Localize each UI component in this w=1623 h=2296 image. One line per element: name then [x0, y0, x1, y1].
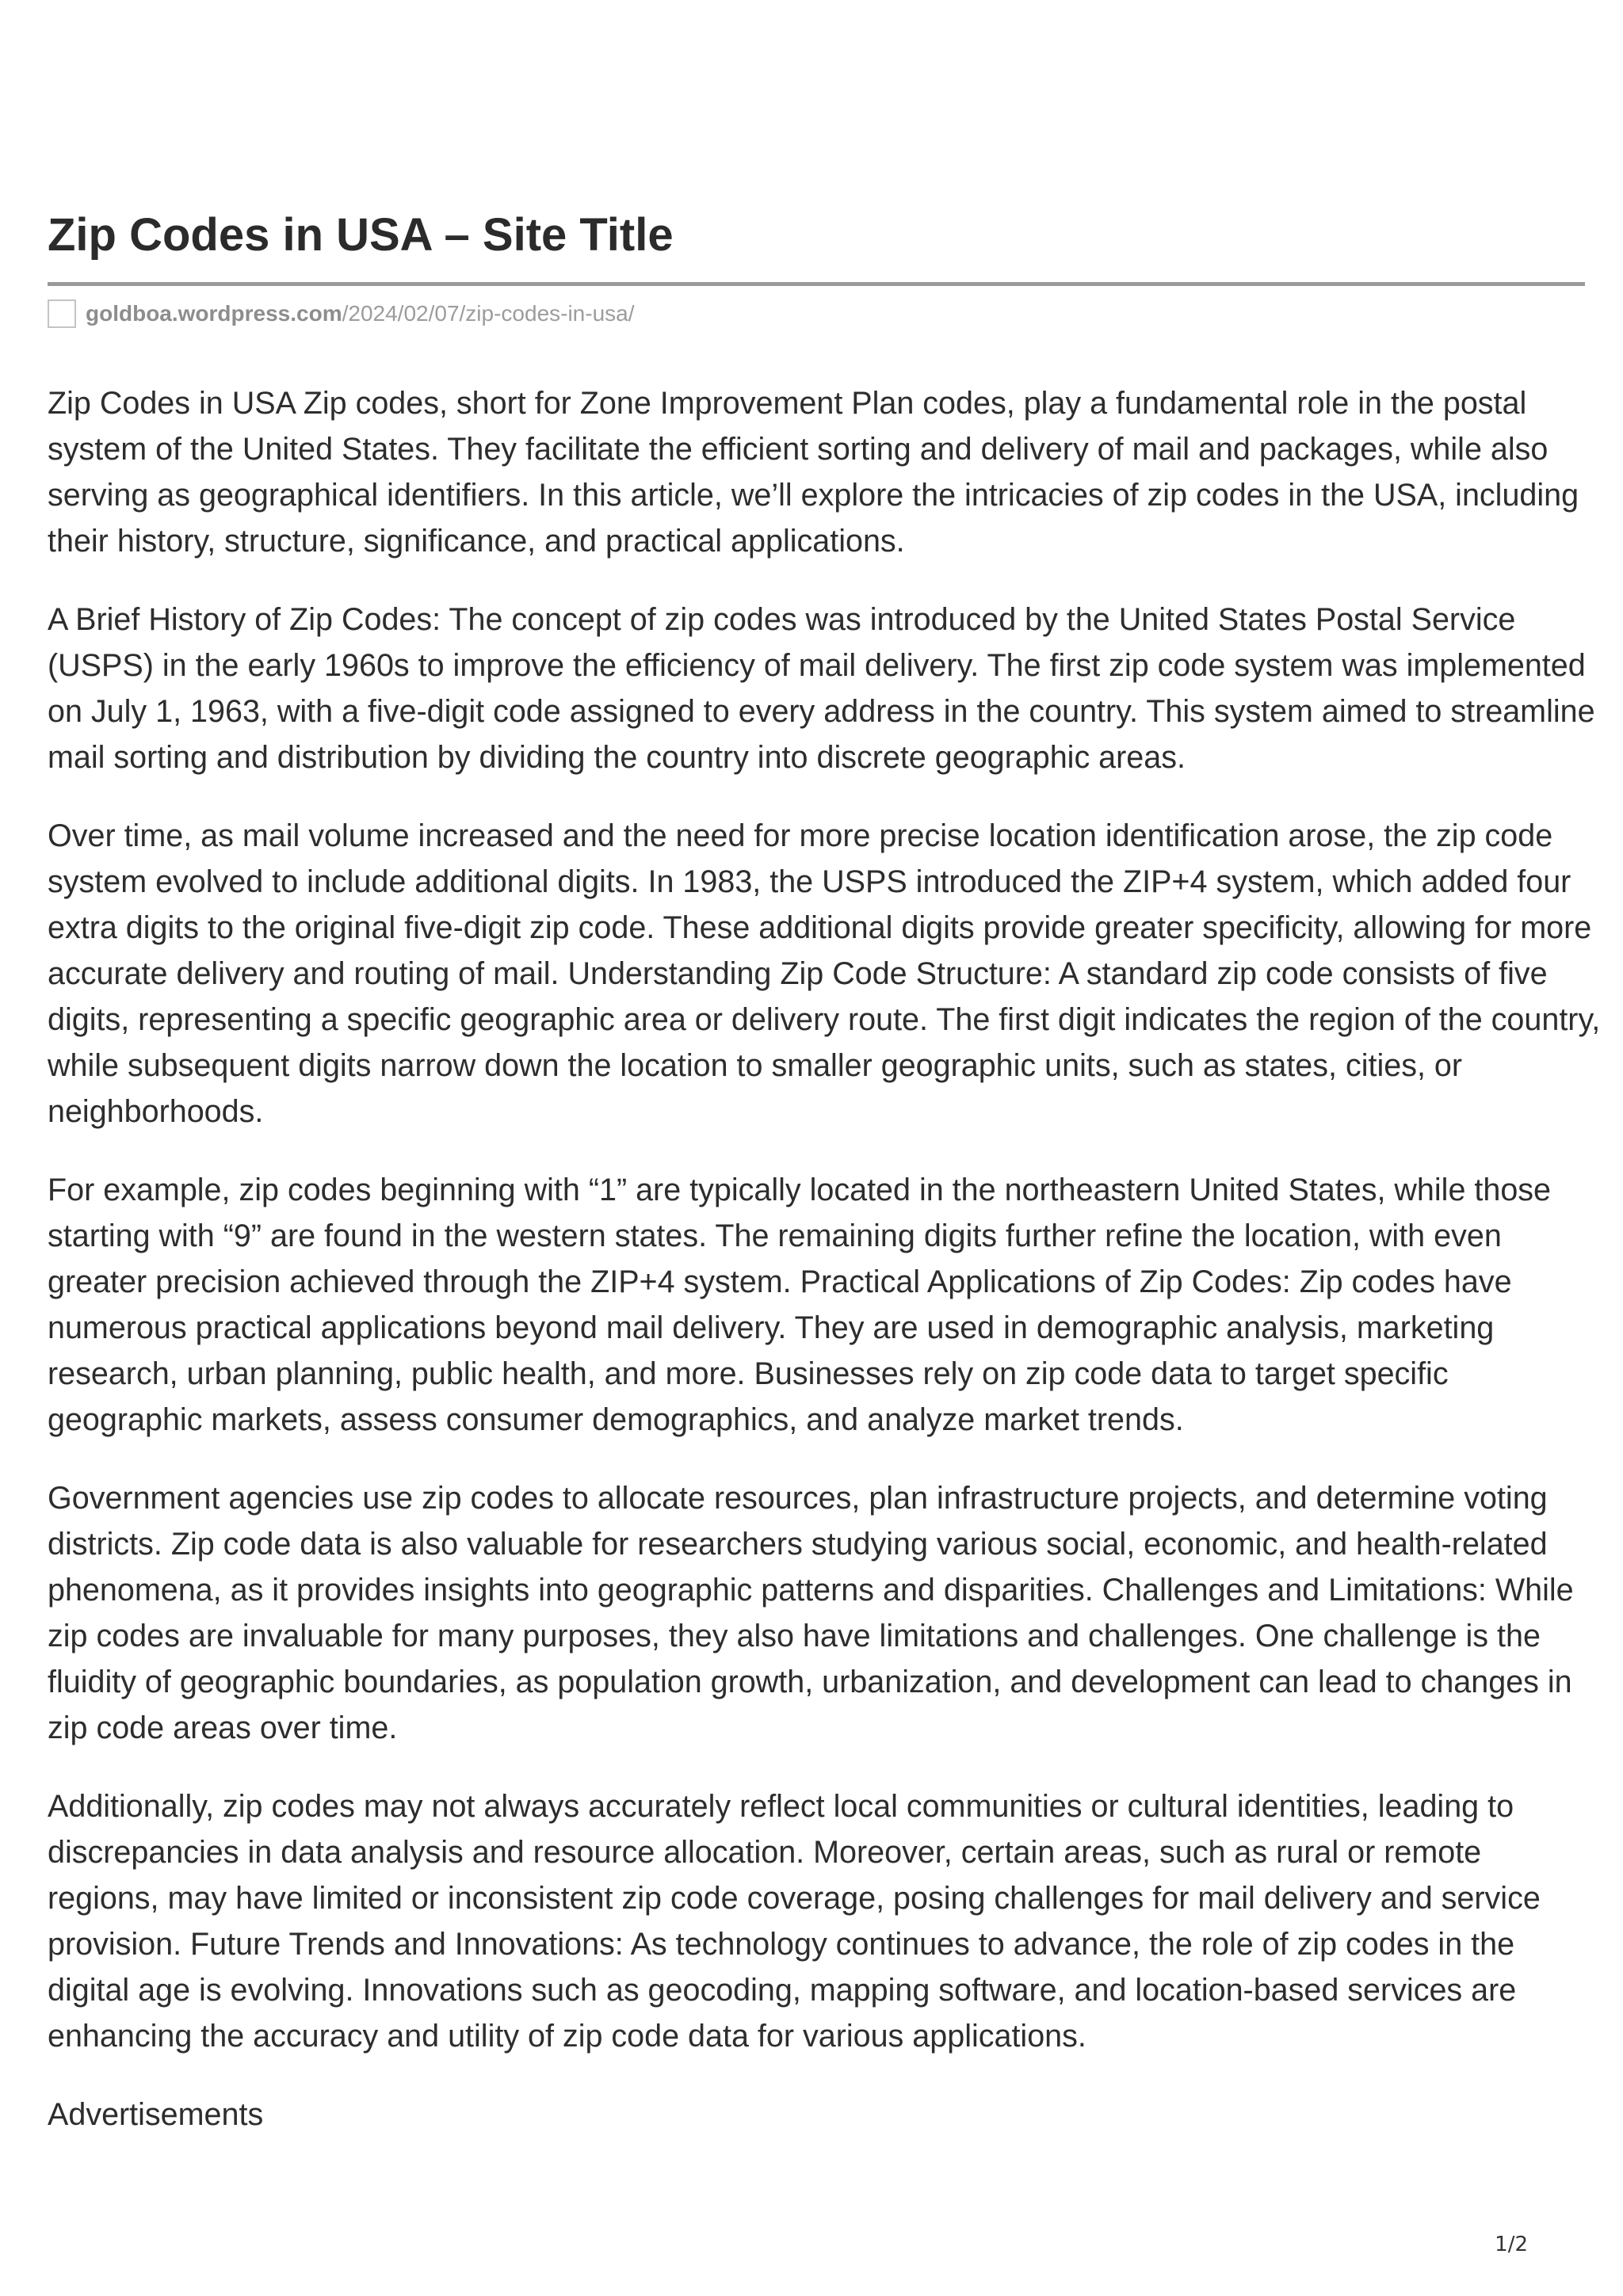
paragraph: Over time, as mail volume increased and the need for more precise location identification arose, the zip code system evolved to include additional digits. In 1983, the USPS introduced the ZIP+4 system, which added four extra digits to the original five-digit zip code. These additional digits provide greater specificity, allowing for more accurate delivery and routing of mail. Understanding Zip Code Structure: A standard zip code consists of five digits, representing a specific geographic area or delivery route. The first digit indicates the region of the country, while subsequent digits narrow down the location to smaller geographic units, such as states, cities, or neighborhoods. [48, 818, 1601, 1129]
advertisements-label: Advertisements [48, 2097, 264, 2132]
source-url-path: /2024/02/07/zip-codes-in-usa/ [342, 301, 635, 326]
article-body [48, 380, 1601, 2170]
paragraph: Additionally, zip codes may not always accurately reflect local communities or cultural identities, leading to discrepancies in data analysis and resource allocation. Moreover, certain areas, such as rural or remote regions, may have limited or inconsistent zip code coverage, posing challenges for mail delivery and service provision. Future Trends and Innovations: As technology continues to advance, the role of zip codes in the digital age is evolving. Innovations such as geocoding, mapping software, and location-based services are enhancing the accuracy and utility of zip code data for various applications. [48, 1789, 1541, 2054]
paragraph: Government agencies use zip codes to allocate resources, plan infrastructure projects, and determine voting districts. Zip code data is also valuable for researchers studying various social, economic, and health-related phenomena, as it provides insights into geographic patterns and disparities. Challenges and Limitations: While zip codes are invaluable for many purposes, they also have limitations and challenges. One challenge is the fluidity of geographic boundaries, as population growth, urbanization, and development can lead to changes in zip code areas over time. [48, 1481, 1574, 1745]
source-url-domain: goldboa.wordpress.com [86, 301, 342, 326]
favicon-icon [48, 299, 76, 328]
paragraph: A Brief History of Zip Codes: The concept of zip codes was introduced by the United States Postal Service (USPS) in the early 1960s to improve the efficiency of mail delivery. The first zip code system was implemented on July 1, 1963, with a five-digit code assigned to every address in the country. This system aimed to streamline mail sorting and distribution by dividing the country into discrete geographic areas. [48, 602, 1595, 775]
paragraph: For example, zip codes beginning with “1” are typically located in the northeastern United States, while those starting with “9” are found in the western states. The remaining digits further refine the location, with even greater precision achieved through the ZIP+4 system. Practical Applications of Zip Codes: Zip codes have numerous practical applications beyond mail delivery. They are used in demographic analysis, marketing research, urban planning, public health, and more. Businesses rely on zip code data to target specific geographic markets, assess consumer demographics, and analyze market trends. [48, 1173, 1552, 1437]
title-divider [48, 282, 1585, 286]
source-url[interactable] [86, 301, 635, 326]
page-title: Zip Codes in USA – Site Title [48, 209, 674, 261]
paragraph: Zip Codes in USA Zip codes, short for Zone Improvement Plan codes, play a fundamental role in the postal system of the United States. They facilitate the efficient sorting and delivery of mail and packages, while also serving as geographical identifiers. In this article, we’ll explore the intricacies of zip codes in the USA, including their history, structure, significance, and practical applications. [48, 386, 1579, 559]
page-number: 1/2 [1495, 2233, 1528, 2256]
source-link[interactable] [48, 298, 635, 330]
